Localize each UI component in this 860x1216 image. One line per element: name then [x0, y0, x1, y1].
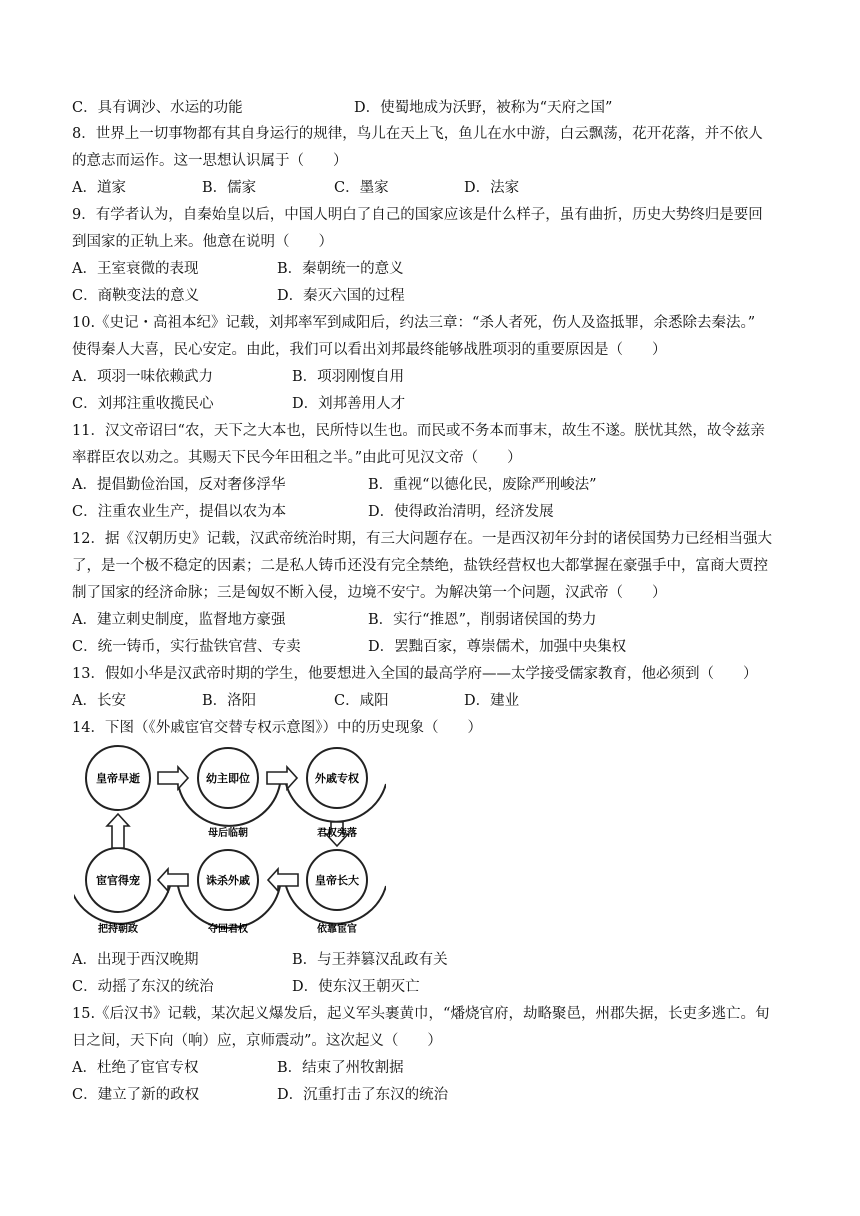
q11-stem-line-2: 率群臣农以劝之。其赐天下民今年田租之半。”由此可见汉文帝（ ）: [72, 450, 522, 466]
q10-stem-line-2: 使得秦人大喜，民心安定。由此，我们可以看出刘邦最终能够战胜项羽的重要原因是（ ）: [72, 342, 667, 358]
q15-option-d: D．沉重打击了东汉的统治: [277, 1087, 449, 1103]
q10-options-row-1: [72, 367, 792, 387]
q9-stem-line-1: 9．有学者认为，自秦始皇以后，中国人明白了自己的国家应该是什么样子，虽有曲折，历史大势终归是要回: [72, 207, 763, 223]
cycle-arrow-up: [107, 814, 129, 848]
q15-options-row-1: [72, 1058, 792, 1078]
q14-option-c: C．动摇了东汉的统治: [72, 979, 214, 995]
q13-options-row: [72, 691, 792, 711]
q14-options-row-2: [72, 977, 792, 997]
q12-option-c: C．统一铸币，实行盐铁官营、专卖: [72, 639, 301, 655]
q14-option-d: D．使东汉王朝灭亡: [292, 979, 420, 995]
node-label-kill-consorts: 诛杀外戚: [206, 874, 250, 887]
q12-option-b: B．实行“推恩”，削弱诸侯国的势力: [368, 612, 597, 628]
q13-option-c: C．咸阳: [334, 693, 389, 709]
q11-options-row-2: [72, 502, 792, 522]
q14-option-b: B．与王莽篡汉乱政有关: [292, 952, 448, 968]
q8-option-d: D．法家: [464, 180, 520, 196]
cycle-arrow-right: [267, 767, 297, 789]
q12-options-row-1: [72, 610, 792, 630]
q11-options-row-1: [72, 475, 792, 495]
q8-stem-line-1: 8．世界上一切事物都有其自身运行的规律，鸟儿在天上飞，鱼儿在水中游，白云飘荡，花开花落，并不依人: [72, 126, 763, 142]
q10-stem-line-1: 10.《史记・高祖本纪》记载，刘邦率军到咸阳后，约法三章：“杀人者死，伤人及盗抵罪，余悉除去秦法。”: [72, 315, 756, 331]
q13-option-b: B．洛阳: [202, 693, 257, 709]
cycle-diagram-svg: [74, 742, 386, 938]
cycle-arrow-right: [158, 767, 188, 789]
q15-stem-line-1: 15.《后汉书》记载，某次起义爆发后，起义军头裹黄巾，“燔烧官府，劫略聚邑，州郡失据，长吏多逃亡。旬: [72, 1006, 770, 1022]
q12-option-d: D．罢黜百家，尊崇儒术，加强中央集权: [368, 639, 627, 655]
q7-option-d: D．使蜀地成为沃野，被称为“天府之国”: [354, 100, 613, 116]
cycle-arrow-left: [158, 869, 188, 891]
q12-options-row-2: [72, 637, 792, 657]
q11-stem-line-1: 11．汉文帝诏曰“农，天下之大本也，民所恃以生也。而民或不务本而事末，故生不遂。朕忧其然，故令兹亲: [72, 423, 765, 439]
q11-option-d: D．使得政治清明，经济发展: [368, 504, 554, 520]
q10-option-a: A．项羽一味依赖武力: [72, 369, 213, 385]
node-label-emperor-grows-up: 皇帝长大: [315, 874, 359, 887]
node-label-eunuch-favored: 宦官得宠: [96, 874, 140, 887]
q9-stem-line-2: 到国家的正轨上来。他意在说明（ ）: [72, 234, 333, 250]
q9-option-c: C．商鞅变法的意义: [72, 288, 200, 304]
cycle-arrow-left: [268, 869, 298, 891]
q7-option-c: C．具有调沙、水运的功能: [72, 100, 243, 116]
q14-options-row-1: [72, 950, 792, 970]
q10-option-b: B．项羽刚愎自用: [292, 369, 405, 385]
q9-options-row-2: [72, 286, 792, 306]
q8-option-a: A．道家: [72, 180, 126, 196]
q12-stem-line-1: 12．据《汉朝历史》记载，汉武帝统治时期，有三大问题存在。一是西汉初年分封的诸侯国势力已经相当强大: [72, 531, 772, 547]
q15-options-row-2: [72, 1085, 792, 1105]
q9-option-a: A．王室衰微的表现: [72, 261, 199, 277]
q15-option-a: A．杜绝了宦官专权: [72, 1060, 199, 1076]
q14-stem-line-1: 14．下图（《外戚宦官交替专权示意图》）中的历史现象（ ）: [72, 720, 482, 736]
q11-option-c: C．注重农业生产，提倡以农为本: [72, 504, 287, 520]
node-label-emperor-early-death: 皇帝早逝: [96, 772, 140, 785]
q8-stem-line-2: 的意志而运作。这一思想认识属于（ ）: [72, 153, 348, 169]
q12-option-a: A．建立刺史制度，监督地方豪强: [72, 612, 286, 628]
q11-option-b: B．重视“以德化民，废除严刑峻法”: [368, 477, 597, 493]
node-label-consort-power: 外戚专权: [315, 772, 359, 785]
q8-options-row: [72, 178, 792, 198]
q13-option-a: A．长安: [72, 693, 126, 709]
q9-option-d: D．秦灭六国的过程: [277, 288, 405, 304]
q10-option-c: C．刘邦注重收揽民心: [72, 396, 214, 412]
q8-option-b: B．儒家: [202, 180, 257, 196]
q9-options-row-1: [72, 259, 792, 279]
node-sub-regency: 母后临朝: [208, 828, 248, 839]
node-label-young-ruler: 幼主即位: [206, 772, 250, 785]
q12-stem-line-2: 了，是一个极不稳定的因素；二是私人铸币还没有完全禁绝，盐铁经营权也大都掌握在豪强手中，富商大贾控: [72, 558, 768, 574]
q8-option-c: C．墨家: [334, 180, 389, 196]
q14-option-a: A．出现于西汉晚期: [72, 952, 199, 968]
q9-option-b: B．秦朝统一的意义: [277, 261, 404, 277]
node-sub-control-court: 把持朝政: [98, 924, 138, 935]
node-sub-power-lost: 君权旁落: [317, 828, 357, 839]
q10-option-d: D．刘邦善用人才: [292, 396, 406, 412]
q7-options-row: [72, 98, 792, 118]
eunuch-consort-cycle-diagram: [74, 742, 386, 938]
q15-stem-line-2: 日之间，天下向（响）应，京师震动”。这次起义（ ）: [72, 1033, 442, 1049]
q12-stem-line-3: 制了国家的经济命脉；三是匈奴不断入侵，边境不安宁。为解决第一个问题，汉武帝（ ）: [72, 585, 667, 601]
q10-options-row-2: [72, 394, 792, 414]
q13-option-d: D．建业: [464, 693, 520, 709]
node-sub-rely-on-eunuchs: 依靠宦官: [317, 924, 357, 935]
q11-option-a: A．提倡勤俭治国，反对奢侈浮华: [72, 477, 286, 493]
q15-option-c: C．建立了新的政权: [72, 1087, 200, 1103]
q15-option-b: B．结束了州牧割据: [277, 1060, 404, 1076]
node-sub-regain-power: 夺回君权: [208, 924, 248, 935]
q13-stem-line-1: 13．假如小华是汉武帝时期的学生，他要想进入全国的最高学府——太学接受儒家教育，他必须到（ ）: [72, 666, 758, 682]
